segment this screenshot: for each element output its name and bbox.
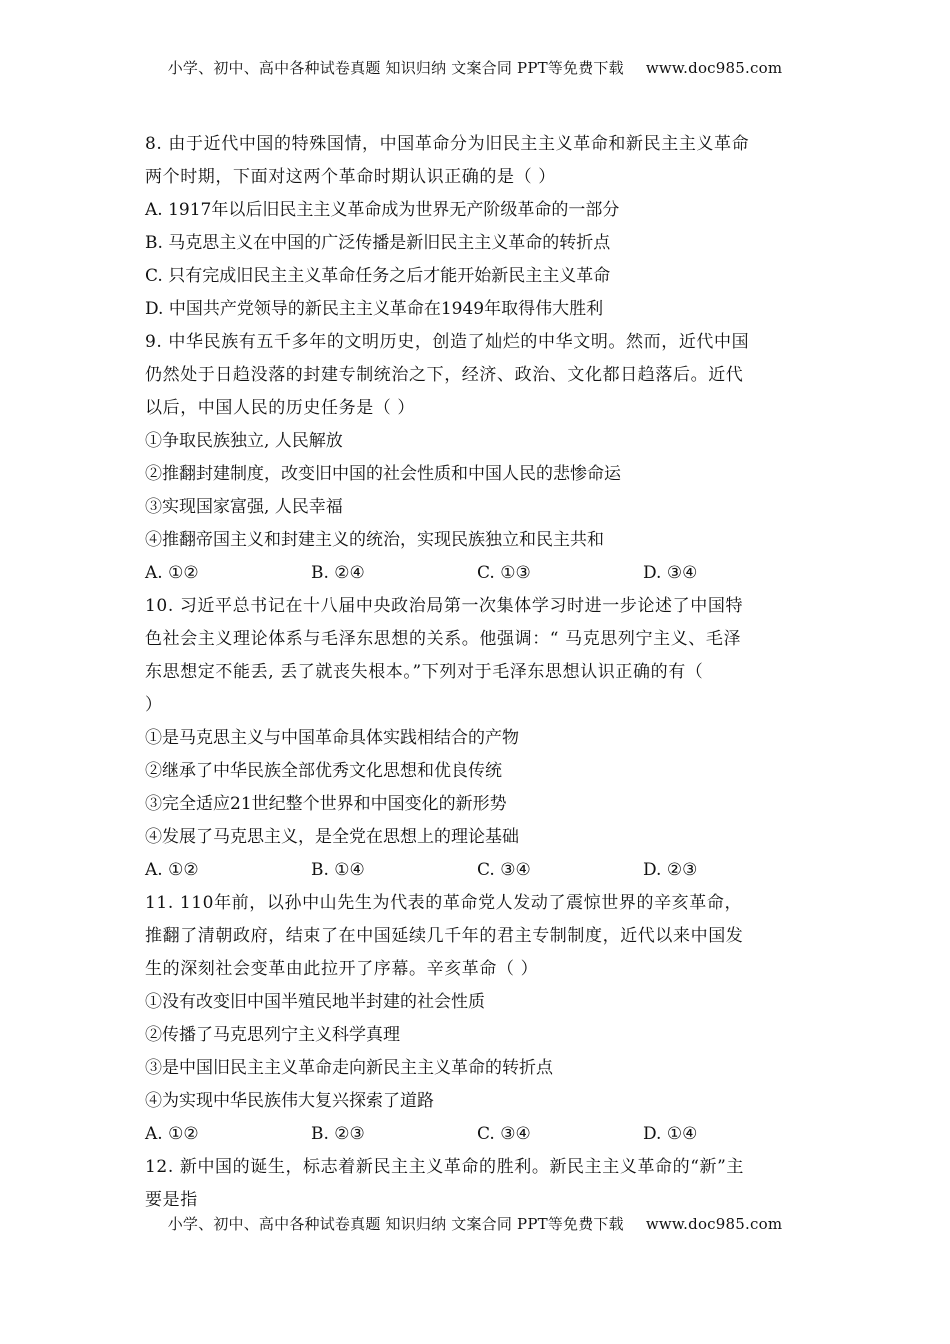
choice-a: A. ①② [145, 1124, 199, 1144]
answer-choices [145, 557, 815, 590]
choice-a: A. ①② [145, 563, 199, 583]
question-stem-line: 11. 110年前，以孙中山先生为代表的革命党人发动了震惊世界的辛亥革命， [145, 893, 743, 913]
choice-b: B. ②④ [311, 563, 365, 583]
option-b: B. 马克思主义在中国的广泛传播是新旧民主主义革命的转折点 [145, 233, 611, 253]
choice-d: D. ③④ [643, 563, 698, 583]
question-stem-line: 仍然处于日趋没落的封建专制统治之下，经济、政治、文化都日趋落后。近代 [145, 365, 744, 385]
choice-a: A. ①② [145, 860, 199, 880]
choice-d: D. ②③ [643, 860, 698, 880]
statement-item: ③实现国家富强, 人民幸福 [145, 497, 343, 517]
statement-item: ①争取民族独立, 人民解放 [145, 431, 343, 451]
question-stem-line: ） [145, 695, 163, 715]
choice-c: C. ③④ [477, 1124, 531, 1144]
question-8 [145, 128, 815, 326]
header-text: 小学、初中、高中各种试卷真题 知识归纳 文案合同 PPT等免费下载 [167, 59, 624, 77]
statement-item: ①是马克思主义与中国革命具体实践相结合的产物 [145, 728, 519, 748]
choice-b: B. ②③ [311, 1124, 365, 1144]
footer-text: 小学、初中、高中各种试卷真题 知识归纳 文案合同 PPT等免费下载 [167, 1215, 624, 1233]
option-c: C. 只有完成旧民主主义革命任务之后才能开始新民主主义革命 [145, 266, 611, 286]
option-d: D. 中国共产党领导的新民主主义革命在1949年取得伟大胜利 [145, 299, 604, 319]
statement-item: ②推翻封建制度，改变旧中国的社会性质和中国人民的悲惨命运 [145, 464, 621, 484]
question-stem-line: 推翻了清朝政府，结束了在中国延续几千年的君主专制制度，近代以来中国发 [145, 926, 744, 946]
statement-item: ②传播了马克思列宁主义科学真理 [145, 1025, 400, 1045]
option-a: A. 1917年以后旧民主主义革命成为世界无产阶级革命的一部分 [145, 200, 620, 220]
statement-item: ④为实现中华民族伟大复兴探索了道路 [145, 1091, 434, 1111]
question-stem-line: 12. 新中国的诞生，标志着新民主主义革命的胜利。新民主主义革命的“新”主 [145, 1157, 745, 1177]
answer-choices [145, 1118, 815, 1151]
question-9 [145, 326, 815, 590]
header-url[interactable]: www.doc985.com [645, 59, 783, 77]
exam-content [145, 128, 815, 1217]
question-stem-line: 生的深刻社会变革由此拉开了序幕。辛亥革命（ ） [145, 959, 539, 979]
page-footer [0, 1213, 950, 1234]
statement-item: ①没有改变旧中国半殖民地半封建的社会性质 [145, 992, 485, 1012]
question-11 [145, 887, 815, 1151]
statement-item: ④发展了马克思主义，是全党在思想上的理论基础 [145, 827, 519, 847]
question-stem-line: 要是指 [145, 1190, 198, 1210]
statement-item: ②继承了中华民族全部优秀文化思想和优良传统 [145, 761, 502, 781]
choice-c: C. ③④ [477, 860, 531, 880]
choice-b: B. ①④ [311, 860, 365, 880]
question-stem-line: 两个时期，下面对这两个革命时期认识正确的是（ ） [145, 167, 556, 187]
statement-item: ④推翻帝国主义和封建主义的统治，实现民族独立和民主共和 [145, 530, 604, 550]
question-10 [145, 590, 815, 887]
choice-c: C. ①③ [477, 563, 531, 583]
statement-item: ③完全适应21世纪整个世界和中国变化的新形势 [145, 794, 507, 814]
question-stem-line: 东思想定不能丢, 丢了就丧失根本。”下列对于毛泽东思想认识正确的有（ [145, 662, 704, 682]
choice-d: D. ①④ [643, 1124, 698, 1144]
question-12 [145, 1151, 815, 1217]
question-stem-line: 色社会主义理论体系与毛泽东思想的关系。他强调：“ 马克思列宁主义、毛泽 [145, 629, 742, 649]
question-stem-line: 以后，中国人民的历史任务是（ ） [145, 398, 416, 418]
page-header [0, 57, 950, 78]
answer-choices [145, 854, 815, 887]
question-stem-line: 9. 中华民族有五千多年的文明历史，创造了灿烂的中华文明。然而，近代中国 [145, 332, 750, 352]
question-stem-line: 10. 习近平总书记在十八届中央政治局第一次集体学习时进一步论述了中国特 [145, 596, 744, 616]
statement-item: ③是中国旧民主主义革命走向新民主主义革命的转折点 [145, 1058, 553, 1078]
footer-url[interactable]: www.doc985.com [645, 1215, 783, 1233]
question-stem-line: 8. 由于近代中国的特殊国情，中国革命分为旧民主主义革命和新民主主义革命 [145, 134, 750, 154]
